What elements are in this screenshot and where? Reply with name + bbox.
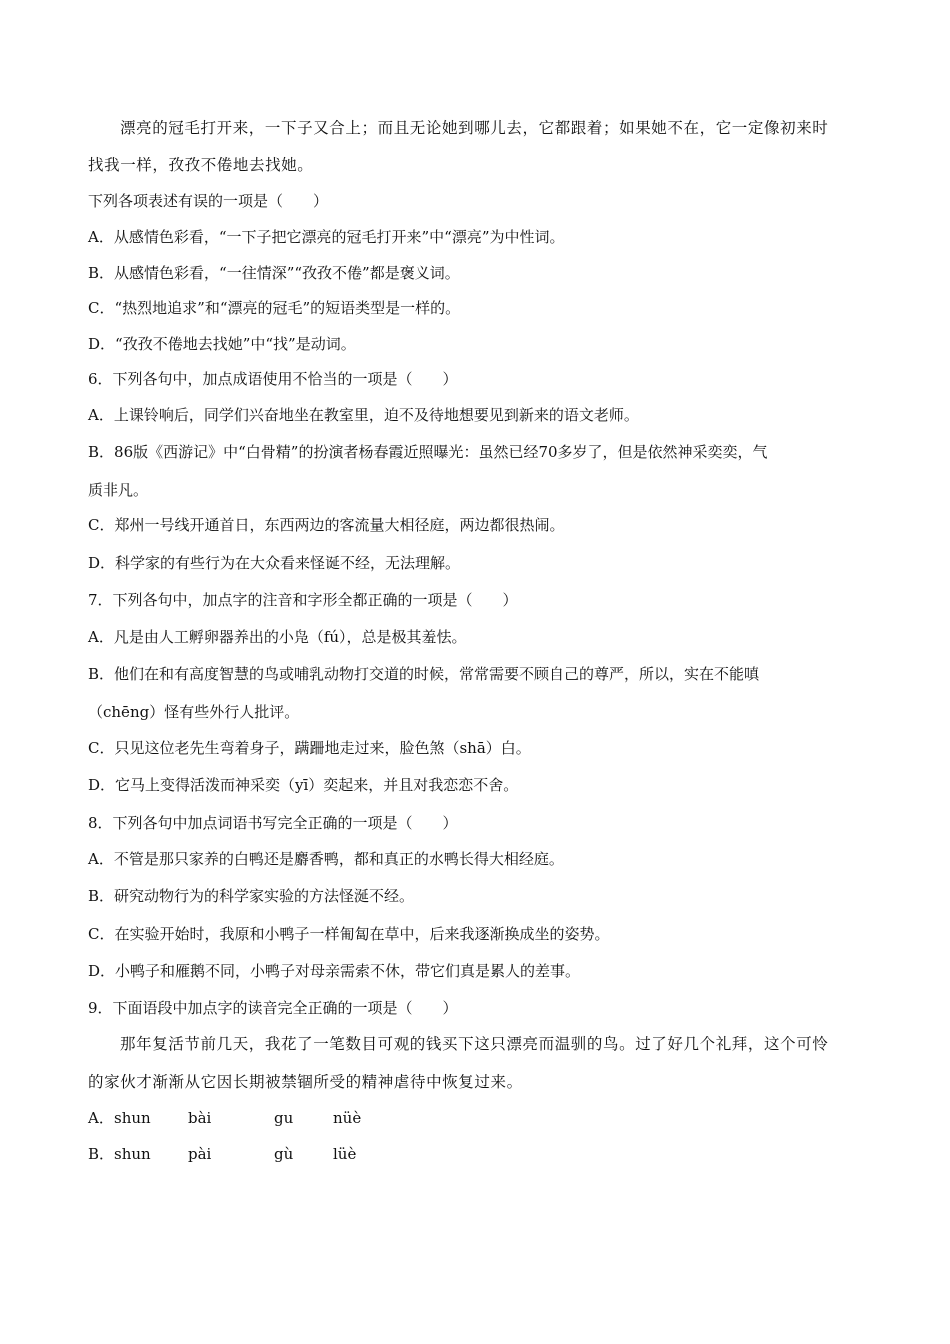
option-b: B．他们在和有高度智慧的鸟或哺乳动物打交道的时候，常常需要不顾自己的尊严，所以，实在不能嗔 bbox=[88, 665, 760, 683]
question-stem: 下列各项表述有误的一项是（ ） bbox=[88, 192, 329, 210]
option-label: A． bbox=[88, 1109, 114, 1127]
option-a: A．上课铃响后，同学们兴奋地坐在教室里，迫不及待地想要见到新来的语文老师。 bbox=[88, 406, 639, 424]
option-a bbox=[88, 1107, 864, 1131]
option-d: D．“孜孜不倦地去找她”中“找”是动词。 bbox=[88, 335, 356, 353]
passage-line: 的家伙才渐渐从它因长期被禁锢所受的精神虐待中恢复过来。 bbox=[88, 1073, 523, 1091]
question-stem: 8．下列各句中加点词语书写完全正确的一项是（ ） bbox=[88, 814, 458, 832]
option-a: A．不管是那只家养的白鸭还是麝香鸭，都和真正的水鸭长得大相经庭。 bbox=[88, 850, 564, 868]
question-stem: 6．下列各句中，加点成语使用不恰当的一项是（ ） bbox=[88, 370, 458, 388]
pinyin-cell: shun bbox=[114, 1145, 151, 1163]
passage-line: 找我一样，孜孜不倦地去找她。 bbox=[88, 156, 314, 174]
pinyin-cell: gù bbox=[274, 1145, 294, 1163]
option-a: A．凡是由人工孵卵器养出的小凫（fú），总是极其羞怯。 bbox=[88, 628, 467, 646]
option-b-cont: （chēng）怪有些外行人批评。 bbox=[88, 703, 300, 721]
option-c: C．郑州一号线开通首日，东西两边的客流量大相径庭，两边都很热闹。 bbox=[88, 516, 565, 534]
option-c: C．“热烈地追求”和“漂亮的冠毛”的短语类型是一样的。 bbox=[88, 299, 461, 317]
option-b: B．86版《西游记》中“白骨精”的扮演者杨春霞近照曝光：虽然已经70多岁了，但是依然神采奕奕，气 bbox=[88, 443, 768, 461]
pinyin-cell: lüè bbox=[333, 1145, 357, 1163]
option-d: D．它马上变得活泼而神采奕（yī）奕起来，并且对我恋恋不舍。 bbox=[88, 776, 519, 794]
pinyin-cell: nüè bbox=[333, 1109, 362, 1127]
pinyin-cell: shun bbox=[114, 1109, 151, 1127]
option-label: B． bbox=[88, 1145, 115, 1163]
option-d: D．科学家的有些行为在大众看来怪诞不经，无法理解。 bbox=[88, 554, 461, 572]
option-d: D．小鸭子和雁鹅不同，小鸭子对母亲需索不休，带它们真是累人的差事。 bbox=[88, 962, 581, 980]
question-stem: 7．下列各句中，加点字的注音和字形全都正确的一项是（ ） bbox=[88, 591, 518, 609]
passage-line: 那年复活节前几天，我花了一笔数目可观的钱买下这只漂亮而温驯的鸟。过了好几个礼拜，这个可怜 bbox=[120, 1035, 829, 1053]
option-b: B．研究动物行为的科学家实验的方法怪涎不经。 bbox=[88, 887, 415, 905]
option-c: C．在实验开始时，我原和小鸭子一样匍匐在草中，后来我逐渐换成坐的姿势。 bbox=[88, 925, 610, 943]
option-b-cont: 质非凡。 bbox=[88, 481, 149, 499]
option-b bbox=[88, 1143, 864, 1167]
pinyin-cell: gu bbox=[274, 1109, 294, 1127]
option-b: B．从感情色彩看，“一往情深”“孜孜不倦”都是褒义词。 bbox=[88, 264, 460, 282]
question-stem: 9．下面语段中加点字的读音完全正确的一项是（ ） bbox=[88, 999, 458, 1017]
passage-line: 漂亮的冠毛打开来，一下子又合上；而且无论她到哪儿去，它都跟着；如果她不在，它一定像初来时 bbox=[120, 119, 829, 137]
pinyin-cell: bài bbox=[188, 1109, 212, 1127]
pinyin-cell: pài bbox=[188, 1145, 212, 1163]
option-a: A．从感情色彩看，“一下子把它漂亮的冠毛打开来”中“漂亮”为中性词。 bbox=[88, 228, 565, 246]
option-c: C．只见这位老先生弯着身子，蹒跚地走过来，脸色煞（shā）白。 bbox=[88, 739, 531, 757]
